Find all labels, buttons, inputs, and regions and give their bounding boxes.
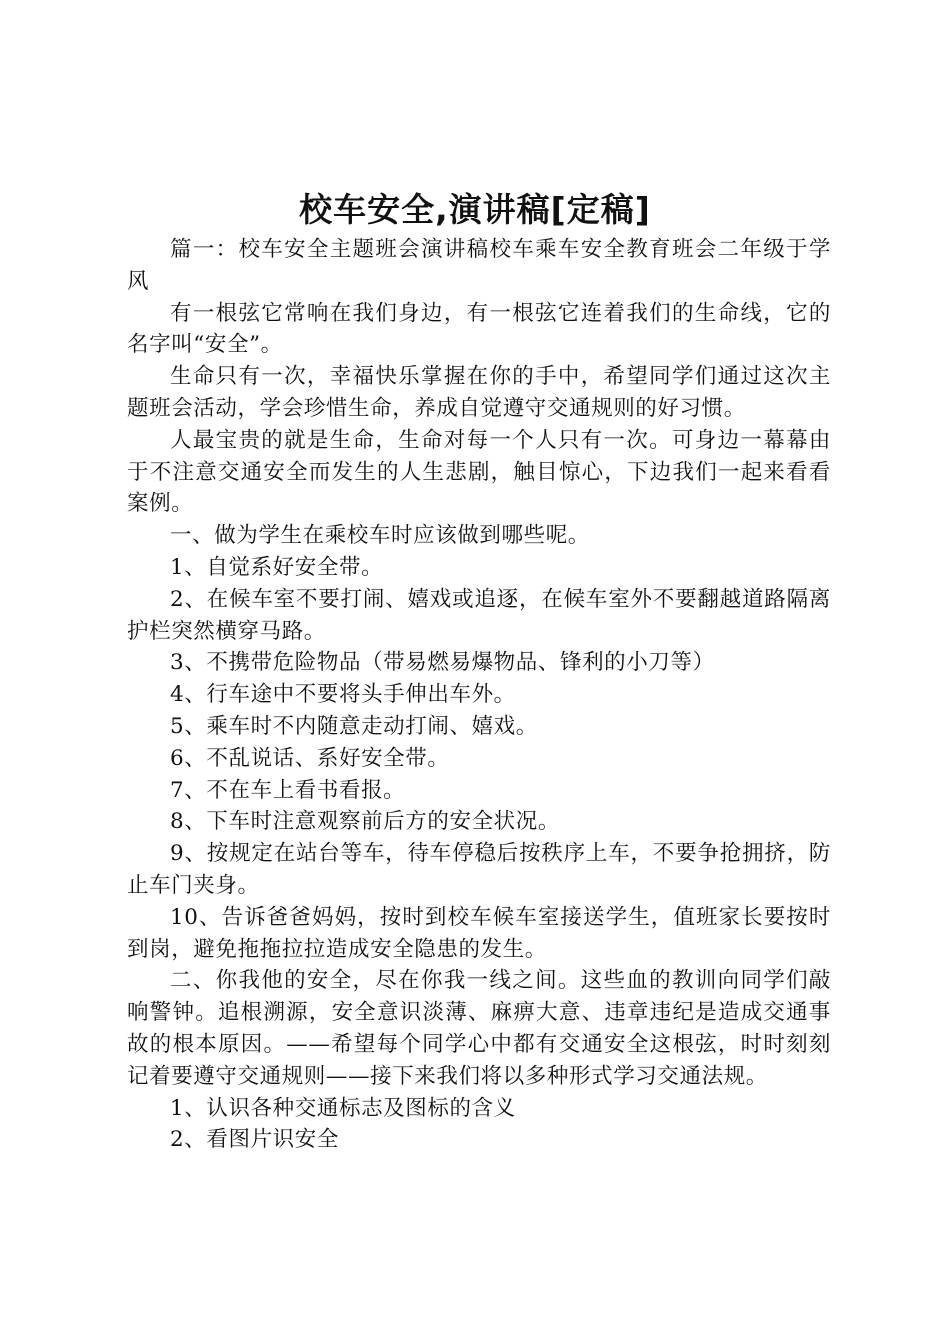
document-title: 校车安全,演讲稿[定稿]: [299, 190, 651, 229]
list-item: 5、乘车时不内随意走动打闹、嬉戏。: [170, 713, 538, 739]
list-item: 1、自觉系好安全带。: [170, 554, 384, 580]
document-body: [127, 234, 831, 1156]
list-item: 2、看图片识安全: [170, 1127, 339, 1153]
list-item: 4、行车途中不要将头手伸出车外。: [170, 682, 516, 708]
paragraph: 人最宝贵的就是生命，生命对每一个人只有一次。可身边一幕幕由于不注意交通安全而发生的人生悲剧，触目惊心，下边我们一起来看看案例。: [127, 427, 831, 517]
list-item: 9、按规定在站台等车，待车停稳后按秩序上车，不要争抢拥挤，防止车门夹身。: [127, 841, 831, 898]
list-item: 3、不携带危险物品（带易燃易爆物品、锋利的小刀等）: [170, 650, 715, 676]
list-item: 6、不乱说话、系好安全带。: [170, 745, 450, 771]
list-item: 7、不在车上看书看报。: [170, 777, 406, 803]
list-item: 2、在候车室不要打闹、嬉戏或追逐，在候车室外不要翻越道路隔离护栏突然横穿马路。: [127, 586, 831, 644]
paragraph: 有一根弦它常响在我们身边，有一根弦它连着我们的生命线，它的名字叫“安全”。: [127, 300, 831, 358]
list-item: 1、认识各种交通标志及图标的含义: [170, 1095, 516, 1121]
list-item: 10、告诉爸爸妈妈，按时到校车候车室接送学生，值班家长要按时到岗，避免拖拖拉拉造成安全隐患的发生。: [127, 904, 831, 962]
list-item: 8、下车时注意观察前后方的安全状况。: [170, 809, 560, 835]
section-paragraph: 二、你我他的安全，尽在你我一线之间。这些血的教训向同学们敲响警钟。追根溯源，安全意识淡薄、麻痹大意、违章违纪是造成交通事故的根本原因。——希望每个同学心中都有交通安全这根弦，时时刻刻记着要遵守交通规则——接下来我们将以多种形式学习交通法规。: [127, 968, 831, 1089]
paragraph-intro: 篇一：校车安全主题班会演讲稿校车乘车安全教育班会二年级于学风: [127, 237, 831, 294]
paragraph: 生命只有一次，幸福快乐掌握在你的手中，希望同学们通过这次主题班会活动，学会珍惜生命，养成自觉遵守交通规则的好习惯。: [127, 364, 831, 421]
section-heading: 一、做为学生在乘校车时应该做到哪些呢。: [170, 523, 590, 549]
